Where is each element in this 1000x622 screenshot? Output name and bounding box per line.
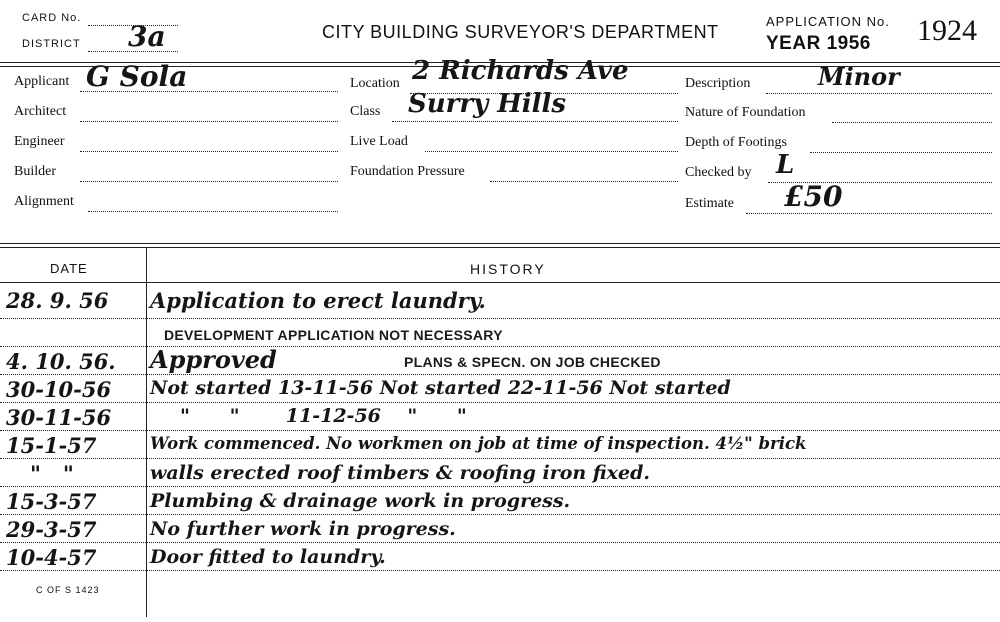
history-date: 29-3-57 (6, 517, 97, 542)
builder-line (80, 181, 338, 182)
row-line (0, 570, 1000, 571)
depth-of-footings-line (810, 152, 992, 153)
class-value: Surry Hills (408, 89, 567, 119)
alignment-label: Alignment (14, 194, 74, 209)
row-line (0, 402, 1000, 403)
department-title: CITY BUILDING SURVEYOR'S DEPARTMENT (322, 22, 719, 42)
date-header: DATE (50, 261, 88, 276)
history-entry: Plumbing & drainage work in progress. (150, 490, 571, 512)
applicant-value: G Sola (86, 60, 188, 93)
row-line (0, 318, 1000, 319)
history-entry: Door fitted to laundry. (150, 546, 386, 568)
history-entry: No further work in progress. (150, 518, 456, 540)
description-label: Description (685, 76, 751, 91)
plans-stamp: PLANS & SPECN. ON JOB CHECKED (404, 354, 661, 370)
history-date: 4. 10. 56. (6, 349, 116, 374)
row-line (0, 514, 1000, 515)
row-line (0, 458, 1000, 459)
engineer-line (80, 151, 338, 152)
history-date: 15-3-57 (6, 489, 97, 514)
checked-by-value: L (776, 150, 795, 180)
nature-of-foundation-label: Nature of Foundation (685, 105, 806, 120)
live-load-line (425, 151, 678, 152)
history-entry: walls erected roof timbers & roofing iron fixed. (150, 462, 650, 484)
row-line (0, 542, 1000, 543)
history-header-rule (0, 282, 1000, 283)
architect-line (80, 121, 338, 122)
history-date: 10-4-57 (6, 545, 97, 570)
location-label: Location (350, 76, 400, 91)
history-date: 30-11-56 (6, 405, 112, 430)
application-no: 1924 (917, 14, 977, 47)
year-label: YEAR 1956 (766, 33, 871, 54)
foundation-pressure-line (490, 181, 678, 182)
estimate-line (746, 213, 992, 214)
description-line (766, 93, 992, 94)
row-line (0, 430, 1000, 431)
history-header: HISTORY (470, 261, 546, 277)
history-entry: Application to erect laundry. (150, 288, 486, 313)
fields-rule-2 (0, 247, 1000, 248)
column-divider (146, 247, 147, 617)
location-value: 2 Richards Ave (412, 56, 629, 86)
card-no-label: CARD No. (22, 12, 82, 24)
live-load-label: Live Load (350, 134, 408, 149)
history-date: 15-1-57 (6, 433, 97, 458)
estimate-value: £50 (784, 180, 843, 213)
district-label: DISTRICT (22, 38, 81, 50)
applicant-label: Applicant (14, 74, 70, 89)
alignment-line (88, 211, 338, 212)
row-line (0, 486, 1000, 487)
history-entry: Work commenced. No workmen on job at time of inspection. 4½" brick (150, 434, 807, 453)
row-line (0, 374, 1000, 375)
class-label: Class (350, 104, 381, 119)
nature-of-foundation-line (832, 122, 992, 123)
fields-rule-1 (0, 243, 1000, 244)
history-entry: Approved (150, 345, 277, 374)
builder-label: Builder (14, 164, 56, 179)
history-date: " " (30, 461, 74, 486)
foundation-pressure-label: Foundation Pressure (350, 164, 465, 179)
class-line (392, 121, 678, 122)
history-date: 30-10-56 (6, 377, 112, 402)
development-stamp: DEVELOPMENT APPLICATION NOT NECESSARY (164, 327, 503, 343)
description-value: Minor (818, 62, 900, 91)
architect-label: Architect (14, 104, 67, 119)
checked-by-label: Checked by (685, 165, 752, 180)
form-code: C OF S 1423 (36, 585, 100, 595)
history-entry: Not started 13-11-56 Not started 22-11-56 Not started (150, 377, 731, 399)
engineer-label: Engineer (14, 134, 65, 149)
district-value: 3a (128, 20, 166, 53)
estimate-label: Estimate (685, 196, 734, 211)
depth-of-footings-label: Depth of Footings (685, 135, 787, 150)
history-date: 28. 9. 56 (6, 288, 109, 313)
application-no-label: APPLICATION No. (766, 14, 890, 29)
history-entry: " " 11-12-56 " " (180, 405, 467, 427)
